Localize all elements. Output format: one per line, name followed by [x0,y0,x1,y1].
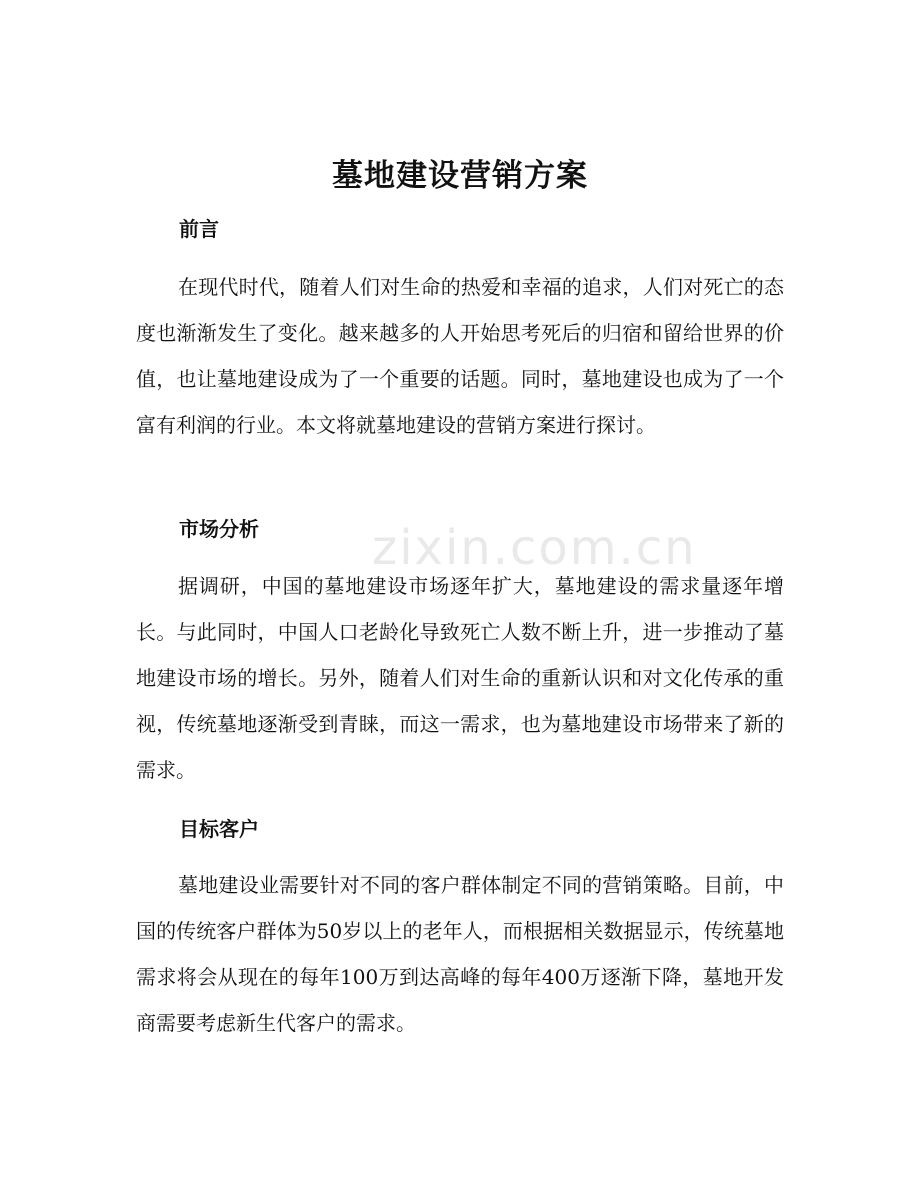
section-heading-preface: 前言 [179,217,219,241]
watermark: zixin.com.cn [372,520,697,576]
section-heading-market-analysis: 市场分析 [179,517,259,541]
document-title: 墓地建设营销方案 [332,158,588,194]
section-heading-target-customers: 目标客户 [179,817,259,841]
section-paragraph-market-analysis: 据调研，中国的墓地建设市场逐年扩大，墓地建设的需求量逐年增长。与此同时，中国人口老龄化导致死亡人数不断上升，进一步推动了墓地建设市场的增长。另外，随着人们对生命的重新认识和对文化传承的重视，传统墓地逐渐受到青睐，而这一需求，也为墓地建设市场带来了新的需求。 [136,574,784,782]
section-paragraph-preface: 在现代时代，随着人们对生命的热爱和幸福的追求，人们对死亡的态度也渐渐发生了变化。越来越多的人开始思考死后的归宿和留给世界的价值，也让墓地建设成为了一个重要的话题。同时，墓地建设也成为了一个富有利润的行业。本文将就墓地建设的营销方案进行探讨。 [136,275,784,437]
section-paragraph-target-customers: 墓地建设业需要针对不同的客户群体制定不同的营销策略。目前，中国的传统客户群体为50岁以上的老年人，而根据相关数据显示，传统墓地需求将会从现在的每年100万到达高峰的每年400万逐渐下降，墓地开发商需要考虑新生代客户的需求。 [136,873,784,1035]
